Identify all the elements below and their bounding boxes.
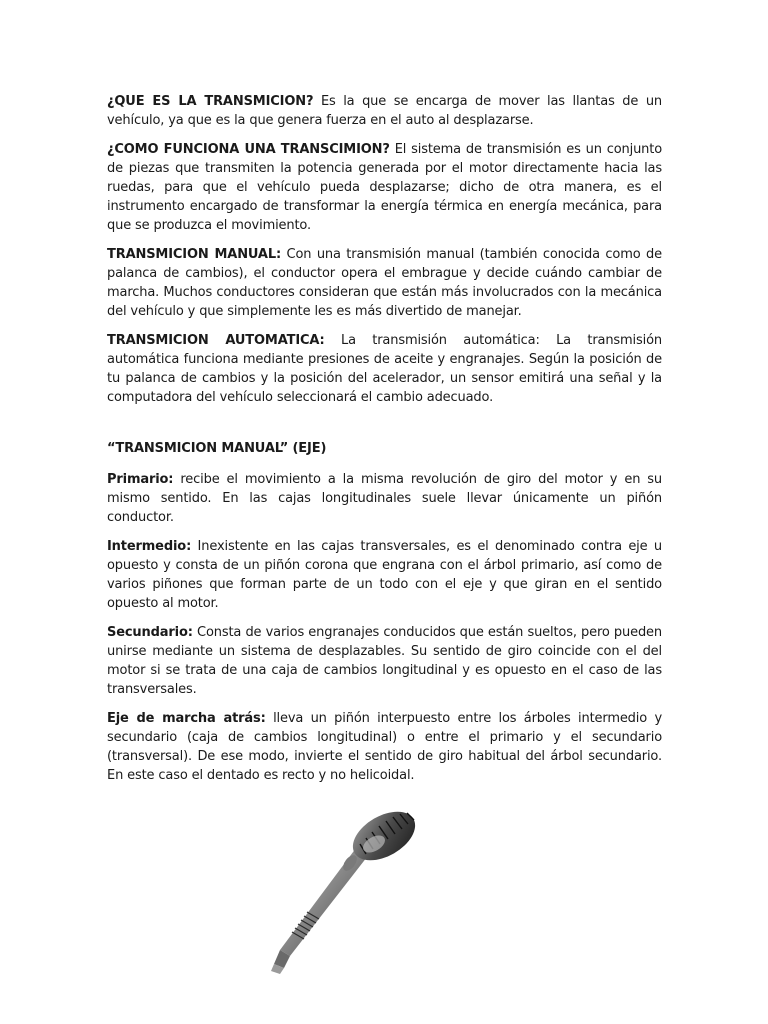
paragraph-text: Con una transmisión manual (también conocida como de palanca de cambios), el conductor opera el embrague y decide cuándo cambiar de marcha. Muchos conductores consideran que están más involucrados con la mecánica del vehículo y que simplemente les es más divertido de manejar.: [107, 247, 662, 319]
paragraph-heading: ¿COMO FUNCIONA UNA TRANSCIMION?: [107, 142, 390, 157]
paragraph-transmision-manual: [107, 245, 662, 321]
gear-shaft-icon: [262, 808, 434, 976]
paragraph-heading: Secundario:: [107, 625, 193, 640]
gear-shaft-image: [262, 808, 434, 976]
paragraph-marcha-atras: [107, 709, 662, 785]
paragraph-heading: TRANSMICION AUTOMATICA:: [107, 333, 325, 348]
paragraph-como-funciona: [107, 140, 662, 235]
document-page: [107, 92, 662, 795]
paragraph-text: Inexistente en las cajas transversales, es el denominado contra eje u opuesto y consta de un piñón corona que engrana con el árbol primario, así como de varios piñones que forman parte de un todo con el eje y que giran en el sentido opuesto al motor.: [107, 539, 662, 611]
paragraph-text: Es la que se encarga de mover las llantas de un vehículo, ya que es la que genera fuerza en el auto al desplazarse.: [107, 94, 662, 128]
paragraph-text: recibe el movimiento a la misma revolución de giro del motor y en su mismo sentido. En las cajas longitudinales suele llevar únicamente un piñón conductor.: [107, 472, 662, 525]
paragraph-heading: Intermedio:: [107, 539, 192, 554]
paragraph-text: lleva un piñón interpuesto entre los árboles intermedio y secundario (caja de cambios longitudinal) o entre el primario y el secundario (transversal). De ese modo, invierte el sentido de giro habitual del árbol secundario. En este caso el dentado es recto y no helicoidal.: [107, 711, 662, 783]
paragraph-heading: ¿QUE ES LA TRANSMICION?: [107, 94, 314, 109]
paragraph-que-es: [107, 92, 662, 130]
paragraph-text: La transmisión automática: La transmisión automática funciona mediante presiones de aceite y engranajes. Según la posición de tu palanca de cambios y la posición del acelerador, un sensor emitirá una señal y la computadora del vehículo seleccionará el cambio adecuado.: [107, 333, 662, 405]
paragraph-heading: Primario:: [107, 472, 174, 487]
paragraph-primario: [107, 470, 662, 527]
paragraph-secundario: [107, 623, 662, 699]
section-title: “TRANSMICION MANUAL” (EJE): [107, 441, 327, 456]
paragraph-text: Consta de varios engranajes conducidos que están sueltos, pero pueden unirse mediante un sistema de desplazables. Su sentido de giro coincide con el del motor si se trata de una caja de cambios longitudinal y es opuesto en el caso de las transversales.: [107, 625, 662, 697]
paragraph-intermedio: [107, 537, 662, 613]
paragraph-transmision-automatica: [107, 331, 662, 407]
paragraph-heading: Eje de marcha atrás:: [107, 711, 266, 726]
paragraph-heading: TRANSMICION MANUAL:: [107, 247, 282, 262]
paragraph-text: El sistema de transmisión es un conjunto de piezas que transmiten la potencia generada por el motor directamente hacia las ruedas, para que el vehículo pueda desplazarse; dicho de otra manera, es el instrumento encargado de transformar la energía térmica en energía mecánica, para que se produzca el movimiento.: [107, 142, 662, 233]
